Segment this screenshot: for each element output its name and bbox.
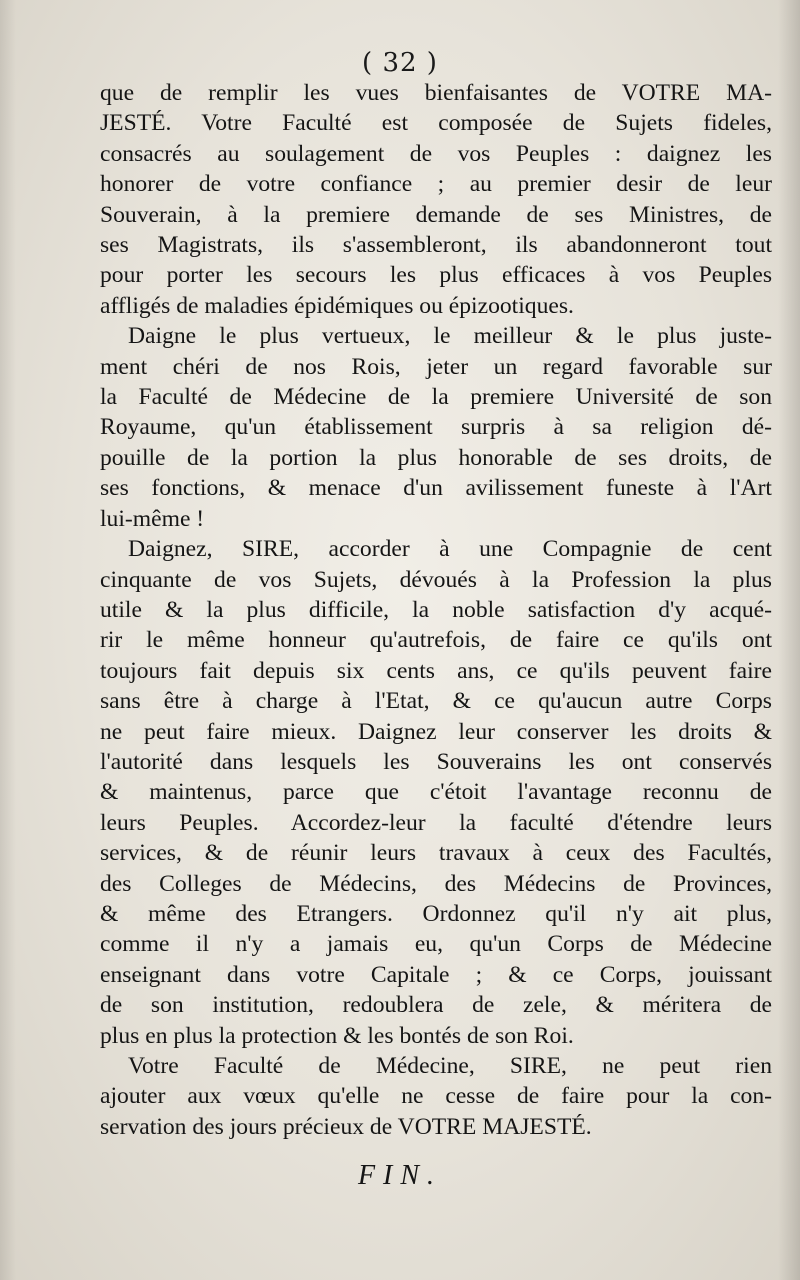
text-line: servation des jours précieux de VOTRE MAJESTÉ.: [100, 1113, 592, 1140]
text-line: ne peut faire mieux. Daignez leur conserver les droits &: [100, 718, 772, 745]
text-line: honorer de votre confiance ; au premier desir de leur: [100, 171, 772, 198]
text-line: utile & la plus difficile, la noble satisfaction d'y acqué-: [100, 596, 772, 623]
text-line: des Colleges de Médecins, des Médecins de Provinces,: [100, 870, 772, 897]
page-number: ( 32 ): [362, 48, 438, 78]
text-line: pouille de la portion la plus honorable de ses droits, de: [100, 444, 772, 471]
text-line: & même des Etrangers. Ordonnez qu'il n'y ait plus,: [100, 900, 772, 927]
text-line: services, & de réunir leurs travaux à ceux des Facultés,: [100, 840, 772, 867]
text-line: ajouter aux vœux qu'elle ne cesse de faire pour la con-: [100, 1083, 772, 1110]
text-line: affligés de maladies épidémiques ou épizootiques.: [100, 292, 574, 319]
page-gutter-shadow: [0, 0, 16, 1280]
text-line: que de remplir les vues bienfaisantes de VOTRE MA-: [100, 80, 772, 106]
text-line: ses Magistrats, ils s'assembleront, ils abandonneront tout: [100, 232, 772, 259]
text-line: JESTÉ. Votre Faculté est composée de Sujets fideles,: [100, 110, 772, 137]
text-line: enseignant dans votre Capitale ; & ce Corps, jouissant: [100, 961, 772, 988]
text-line: consacrés au soulagement de vos Peuples : daignez les: [100, 140, 772, 167]
page-edge-shadow: [778, 0, 800, 1280]
text-line: pour porter les secours les plus efficaces à vos Peuples: [100, 262, 772, 289]
text-line: Daigne le plus vertueux, le meilleur & le plus juste-: [128, 323, 772, 350]
text-line: de son institution, redoublera de zele, & méritera de: [100, 992, 772, 1019]
body-text: [100, 78, 772, 1142]
text-line: comme il n'y a jamais eu, qu'un Corps de Médecine: [100, 931, 772, 958]
text-line: Royaume, qu'un établissement surpris à sa religion dé-: [100, 414, 772, 441]
text-line: ses fonctions, & menace d'un avilissement funeste à l'Art: [100, 475, 772, 502]
text-line: lui-même !: [100, 505, 205, 532]
text-line: ment chéri de nos Rois, jeter un regard favorable sur: [100, 353, 772, 380]
text-line: cinquante de vos Sujets, dévoués à la Profession la plus: [100, 566, 772, 593]
text-line: plus en plus la protection & les bontés de son Roi.: [100, 1022, 574, 1049]
text-line: & maintenus, parce que c'étoit l'avantage reconnu de: [100, 779, 772, 806]
text-line: toujours fait depuis six cents ans, ce qu'ils peuvent faire: [100, 657, 772, 684]
closing-fin: FIN.: [357, 1160, 443, 1191]
text-line: sans être à charge à l'Etat, & ce qu'aucun autre Corps: [100, 688, 772, 715]
text-line: Votre Faculté de Médecine, SIRE, ne peut rien: [128, 1053, 772, 1079]
text-line: la Faculté de Médecine de la premiere Université de son: [100, 384, 772, 411]
text-line: l'autorité dans lesquels les Souverains les ont conservés: [100, 748, 772, 775]
text-line: Daignez, SIRE, accorder à une Compagnie de cent: [128, 536, 772, 563]
text-line: Souverain, à la premiere demande de ses Ministres, de: [100, 201, 772, 228]
text-line: leurs Peuples. Accordez-leur la faculté d'étendre leurs: [100, 809, 772, 836]
text-line: rir le même honneur qu'autrefois, de faire ce qu'ils ont: [100, 627, 772, 654]
